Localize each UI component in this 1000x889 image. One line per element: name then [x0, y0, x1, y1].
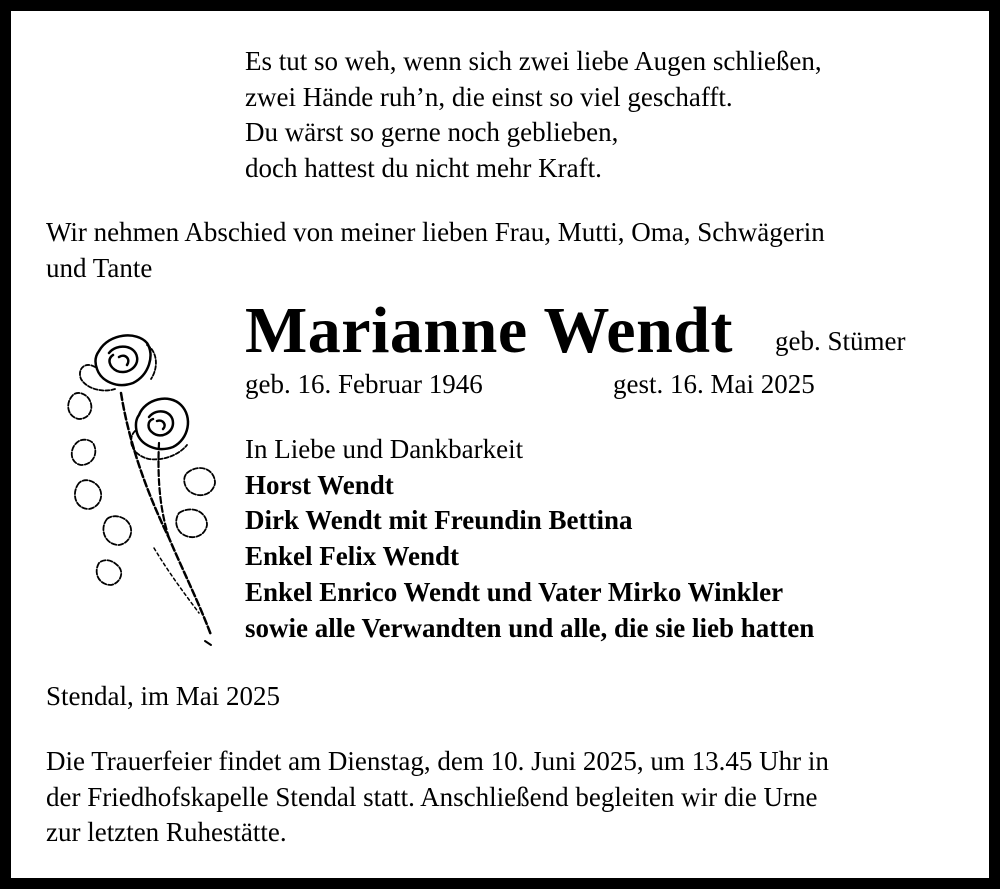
poem-line: Du wärst so gerne noch geblieben,: [245, 117, 619, 147]
mourner-name: Enkel Enrico Wendt und Vater Mirko Winkler: [245, 576, 784, 607]
mourner-name: Horst Wendt: [245, 469, 394, 500]
place-and-date: Stendal, im Mai 2025: [46, 681, 280, 711]
birth-name: geb. Stümer: [775, 326, 906, 356]
mourners-intro: In Liebe und Dankbarkeit: [245, 434, 524, 464]
funeral-line: der Friedhofskapelle Stendal statt. Anschließend begleiten wir die Urne: [46, 781, 818, 812]
poem: [245, 44, 822, 186]
intro-line: und Tante: [46, 252, 153, 283]
funeral-line: Die Trauerfeier findet am Dienstag, dem 10. Juni 2025, um 13.45 Uhr in: [46, 746, 829, 776]
mourners: [245, 432, 814, 646]
mourner-name: Dirk Wendt mit Freundin Bettina: [245, 505, 633, 536]
poem-line: doch hattest du nicht mehr Kraft.: [245, 152, 602, 183]
poem-line: Es tut so weh, wenn sich zwei liebe Augen schließen,: [245, 46, 822, 76]
birth-date: geb. 16. Februar 1946: [245, 369, 483, 399]
funeral-line: zur letzten Ruhestätte.: [46, 817, 287, 847]
intro-line: Wir nehmen Abschied von meiner lieben Frau, Mutti, Oma, Schwägerin: [46, 217, 825, 247]
funeral-info: [46, 744, 829, 851]
mourner-name: sowie alle Verwandten und alle, die sie lieb hatten: [245, 612, 815, 643]
poem-line: zwei Hände ruh’n, die einst so viel geschafft.: [245, 81, 733, 112]
roses-illustration: [59, 323, 229, 648]
farewell-intro: [46, 215, 825, 286]
deceased-name: Marianne Wendt: [245, 294, 733, 367]
mourner-name: Enkel Felix Wendt: [245, 541, 460, 572]
death-date: gest. 16. Mai 2025: [613, 369, 815, 399]
